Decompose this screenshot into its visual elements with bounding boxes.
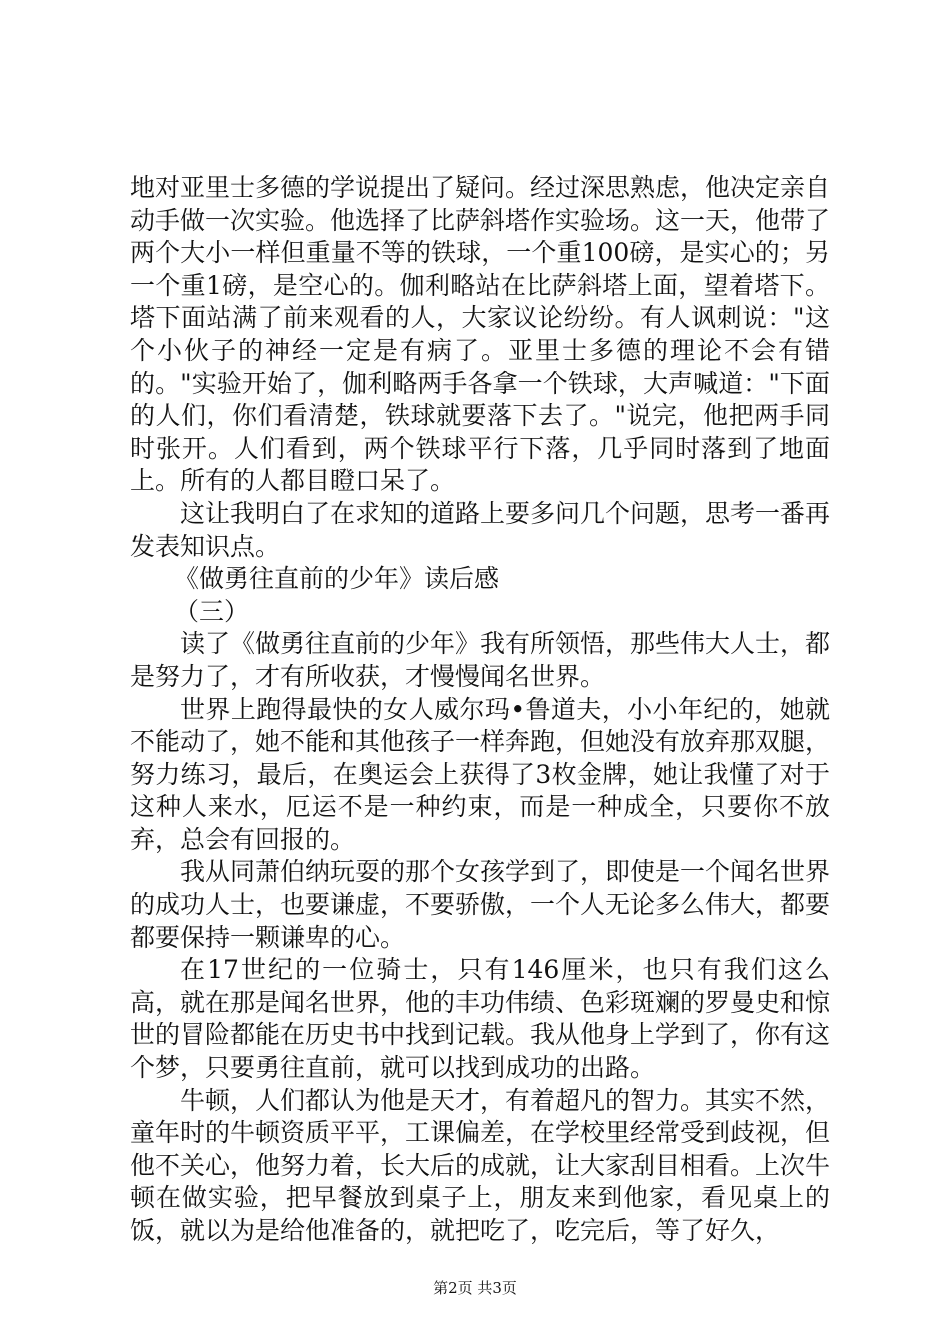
page-number: 第2页 (433, 1279, 473, 1297)
section-number: （三） (174, 596, 250, 626)
paragraph-galileo-experiment: 地对亚里士多德的学说提出了疑问。经过深思熟虑，他决定亲自动手做一次实验。他选择了比萨斜塔作实验场。这一天，他带了两个大小一样但重量不等的铁球，一个重100磅，是实心的；另一个重1磅，是空心的。伽利略站在比萨斜塔上面，望着塔下。塔下面站满了前来观看的人，大家议论纷纷。有人讽刺说："这个小伙子的神经一定是有病了。亚里士多德的理论不会有错的。"实验开始了，伽利略两手各拿一个铁球，大声喊道："下面的人们，你们看清楚，铁球就要落下去了。"说完，他把两手同时张开。人们看到，两个铁球平行下落，几乎同时落到了地面上。所有的人都目瞪口呆了。 (130, 173, 831, 496)
paragraph-shaw-girl: 我从同萧伯纳玩耍的那个女孩学到了，即使是一个闻名世界的成功人士，也要谦虚，不要骄傲，一个人无论多么伟大，都要都要保持一颗谦卑的心。 (130, 857, 831, 952)
page-footer (0, 1278, 950, 1298)
document-body (130, 172, 830, 1248)
paragraph-lesson: 这让我明白了在求知的道路上要多问几个问题，思考一番再发表知识点。 (130, 498, 831, 561)
paragraph-newton: 牛顿，人们都认为他是天才，有着超凡的智力。其实不然，童年时的牛顿资质平平，工课偏差，在学校里经常受到歧视，但他不关心，他努力着，长大后的成就，让大家刮目相看。上次牛顿在做实验，把早餐放到桌子上，朋友来到他家，看见桌上的饭，就以为是给他准备的，就把吃了，吃完后，等了好久， (130, 1085, 831, 1245)
paragraph-wilma-rudolph: 世界上跑得最快的女人威尔玛•鲁道夫，小小年纪的，她就不能动了，她不能和其他孩子一样奔跑，但她没有放弃那双腿，努力练习，最后，在奥运会上获得了3枚金牌，她让我懂了对于这种人来水，厄运不是一种约束，而是一种成全，只要你不放弃，总会有回报的。 (130, 694, 831, 854)
page-total: 共3页 (477, 1279, 517, 1297)
paragraph-intro: 读了《做勇往直前的少年》我有所领悟，那些伟大人士，都是努力了，才有所收获，才慢慢闻名世界。 (130, 629, 831, 691)
section-title: 《做勇往直前的少年》读后感 (174, 564, 500, 594)
paragraph-knight: 在17世纪的一位骑士，只有146厘米，也只有我们这么高，就在那是闻名世界，他的丰功伟绩、色彩斑斓的罗曼史和惊世的冒险都能在历史书中找到记载。我从他身上学到了，你有这个梦，只要勇往直前，就可以找到成功的出路。 (130, 955, 831, 1083)
